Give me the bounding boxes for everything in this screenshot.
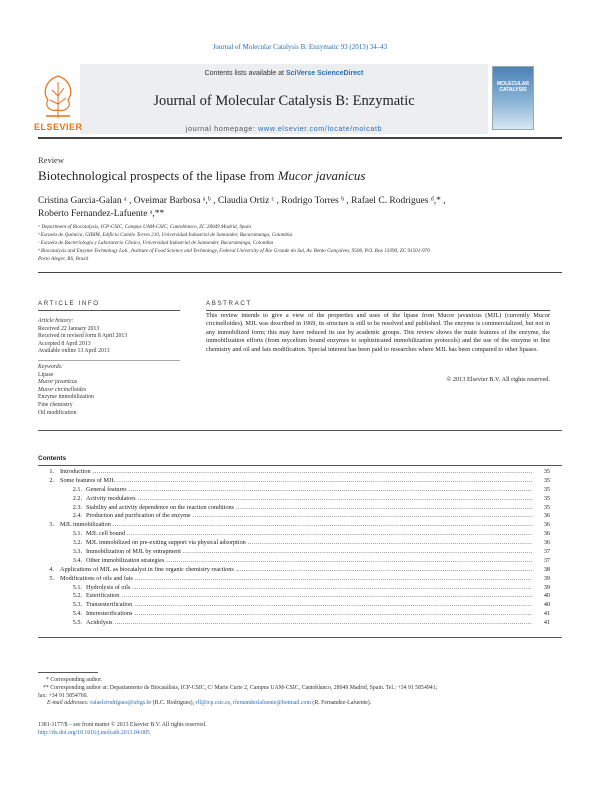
toc-row[interactable] bbox=[38, 619, 550, 628]
toc-page: 36 bbox=[536, 521, 550, 530]
toc-number: 1. bbox=[49, 468, 54, 475]
toc-number: 2.3. bbox=[72, 503, 82, 511]
email-link-rfl[interactable]: rfl@icp.csic.es bbox=[195, 700, 231, 707]
toc-number: 2. bbox=[49, 476, 54, 484]
title-species: Mucor javanicus bbox=[277, 168, 366, 183]
email-label: E-mail addresses: bbox=[47, 700, 89, 707]
contents-prefix: Contents lists available at bbox=[204, 70, 286, 77]
contents-available bbox=[80, 70, 488, 77]
affiliation: ᵃ Department of Biocatalysis, ICP-CSIC, Campus UAM-CSIC, Cantoblanco, ZC 28049 Madrid, Spain bbox=[38, 224, 252, 230]
toc-page: 39 bbox=[536, 584, 550, 593]
keyword: Oil modification bbox=[38, 409, 77, 416]
toc-number: 4. bbox=[49, 565, 54, 573]
history-item: Received in revised form 8 April 2013 bbox=[38, 333, 128, 340]
fax: fax: +34 91 5854760. bbox=[38, 692, 88, 699]
toc-label[interactable]: Introduction ..... bbox=[60, 468, 532, 477]
cover-title: MOLECULAR CATALYSIS bbox=[497, 81, 529, 93]
toc-row[interactable] bbox=[38, 468, 550, 477]
doi-text[interactable]: http://dx.doi.org/10.1016/j.molcatb.2013.04.005 bbox=[38, 730, 150, 736]
toc-row[interactable] bbox=[38, 584, 550, 593]
email3-owner: (R. Fernandez-Lafuente). bbox=[310, 700, 372, 707]
toc-number: 3.4. bbox=[72, 556, 82, 564]
toc-row[interactable] bbox=[38, 592, 550, 601]
toc-page: 36 bbox=[536, 512, 550, 521]
homepage-link[interactable]: www.elsevier.com/locate/molcatb bbox=[258, 124, 383, 133]
contents-heading: Contents bbox=[38, 455, 67, 462]
toc-row[interactable] bbox=[38, 477, 550, 486]
toc-row[interactable] bbox=[38, 610, 550, 619]
title-main: Biotechnological prospects of the lipase from bbox=[38, 168, 278, 183]
abstract-heading: ABSTRACT bbox=[206, 300, 252, 307]
toc-page: 35 bbox=[536, 486, 550, 495]
author-list bbox=[38, 195, 562, 221]
article-history bbox=[38, 318, 180, 356]
toc-page: 41 bbox=[536, 619, 550, 628]
toc-page: 36 bbox=[536, 530, 550, 539]
toc-page: 35 bbox=[536, 477, 550, 486]
toc-number: 5. bbox=[49, 574, 54, 582]
affiliation: ᵇ Escuela de Química, GIBIM, Edificio Camilo Torres 210, Universidad Industrial de Santander, Bucaramanga, Colombia bbox=[38, 232, 293, 238]
keyword: Fine chemistry bbox=[38, 401, 73, 408]
toc-row[interactable] bbox=[38, 512, 550, 521]
corresponding-author-1: * Corresponding author. bbox=[46, 677, 103, 683]
footnotes bbox=[38, 677, 437, 708]
toc-label[interactable]: Activity modulators ..... bbox=[86, 495, 532, 504]
history-item: Accepted 8 April 2013 bbox=[38, 340, 91, 347]
toc-number: 2.4. bbox=[72, 512, 82, 520]
toc-page: 40 bbox=[536, 601, 550, 610]
toc-page: 35 bbox=[536, 495, 550, 504]
email-link-rodrigues[interactable]: rafaelcrodrigues@ufrgs.br bbox=[90, 700, 152, 707]
info-rule bbox=[38, 310, 180, 311]
toc-page: 39 bbox=[536, 575, 550, 584]
keyword: Mucor javanicus bbox=[38, 379, 78, 386]
contents-rule bbox=[38, 465, 562, 466]
toc-row[interactable] bbox=[38, 530, 550, 539]
table-of-contents bbox=[38, 468, 550, 628]
publisher-name: ELSEVIER bbox=[34, 122, 83, 132]
keywords bbox=[38, 364, 180, 417]
toc-row[interactable] bbox=[38, 504, 550, 513]
toc-number: 3.3. bbox=[72, 548, 82, 556]
journal-citation[interactable]: Journal of Molecular Catalysis B: Enzymatic 93 (2013) 34–43 bbox=[212, 43, 388, 51]
toc-number: 5.2. bbox=[72, 592, 82, 600]
header-divider bbox=[38, 137, 562, 139]
article-info-heading: ARTICLE INFO bbox=[38, 300, 100, 307]
toc-number: 5.1. bbox=[72, 583, 82, 591]
corresponding-author-2: ** Corresponding author at: Departamento de Biocatálisis, ICP-CSIC, C/ Marie Curie 2, Campus UAM-CSIC, Cantoblanco, 28049 Madrid, Spain. Tel.: +34 91 5854941; bbox=[43, 684, 438, 691]
abstract-rule bbox=[206, 310, 550, 311]
elsevier-tree-logo bbox=[38, 70, 78, 122]
toc-page: 41 bbox=[536, 610, 550, 619]
toc-number: 2.1. bbox=[72, 485, 82, 493]
abstract-bottom-rule bbox=[38, 430, 562, 431]
journal-homepage bbox=[80, 124, 488, 133]
toc-page: 38 bbox=[536, 566, 550, 575]
toc-page: 37 bbox=[536, 548, 550, 557]
toc-number: 3.2. bbox=[72, 539, 82, 547]
toc-page: 35 bbox=[536, 468, 550, 477]
doi-link[interactable] bbox=[38, 730, 150, 738]
history-item: Available online 13 April 2013 bbox=[38, 348, 110, 355]
info-separator bbox=[38, 360, 180, 361]
history-item: Received 22 January 2013 bbox=[38, 325, 100, 332]
toc-label[interactable]: Hydrolysis of oils ..... bbox=[86, 584, 532, 593]
toc-row[interactable] bbox=[38, 521, 550, 530]
homepage-prefix: journal homepage: bbox=[185, 124, 259, 133]
keyword: Enzyme immobilization bbox=[38, 394, 94, 401]
authors-line-1[interactable]: Cristina Garcia-Galan ᵃ , Oveimar Barbosa ᵃ,ᵇ , Claudia Ortiz ᶜ , Rodrigo Torres ᵇ , Rafael C. Rodrigues ᵈ,* , bbox=[38, 196, 446, 206]
toc-label[interactable]: MJL immobilization ..... bbox=[60, 521, 532, 530]
toc-row[interactable] bbox=[38, 575, 550, 584]
toc-row[interactable] bbox=[38, 548, 550, 557]
toc-page: 40 bbox=[536, 592, 550, 601]
toc-label[interactable]: Other immobilization strategies ..... bbox=[86, 557, 532, 566]
toc-label[interactable]: Transesterification ..... bbox=[86, 601, 532, 610]
issn-line: 1381-1177/$ – see front matter © 2013 Elsevier B.V. All rights reserved. bbox=[38, 722, 207, 728]
toc-number: 5.4. bbox=[72, 610, 82, 618]
toc-label[interactable]: Interesterifications ..... bbox=[86, 610, 532, 619]
sciencedirect-link[interactable]: SciVerse ScienceDirect bbox=[285, 70, 364, 77]
affiliation: Porto Alegre, RS, Brazil bbox=[38, 256, 89, 262]
affiliation-divider bbox=[38, 272, 562, 273]
toc-row[interactable] bbox=[38, 557, 550, 566]
keywords-label: Keywords: bbox=[38, 364, 63, 370]
toc-label[interactable]: Applications of MJL as biocatalyst in fine organic chemistry reactions ..... bbox=[60, 566, 532, 575]
toc-label[interactable]: Production and purification of the enzyme ..... bbox=[86, 512, 532, 521]
history-label: Article history: bbox=[38, 318, 74, 324]
article-type: Review bbox=[38, 155, 64, 165]
affiliation: ᵈ Biocatalysis and Enzyme Technology Lab., Institute of Food Science and Technology, Federal University of Rio Grande do Sul, Av. Bento Gonçalves, 9500, P.O. Box 15090, ZC 91501-970 bbox=[38, 248, 430, 254]
contents-bottom-rule bbox=[38, 637, 562, 638]
email-separator: , bbox=[230, 700, 234, 707]
toc-label[interactable]: Immobilization of MJL by entrapment ..... bbox=[86, 548, 532, 557]
toc-number: 3.1. bbox=[72, 530, 82, 538]
toc-row[interactable] bbox=[38, 539, 550, 548]
toc-number: 3. bbox=[49, 521, 54, 529]
copyright: © 2013 Elsevier B.V. All rights reserved. bbox=[446, 376, 550, 383]
keyword: Lipase bbox=[38, 371, 54, 378]
footnote-rule bbox=[38, 672, 98, 673]
journal-title: Journal of Molecular Catalysis B: Enzymatic bbox=[153, 93, 415, 109]
toc-number: 5.3. bbox=[72, 601, 82, 609]
authors-line-2[interactable]: Roberto Fernandez-Lafuente ᵃ,** bbox=[38, 209, 165, 219]
article-title bbox=[38, 168, 365, 184]
toc-label[interactable]: Modifications of oils and fats ..... bbox=[60, 575, 532, 584]
toc-label[interactable]: Some features of MJL ..... bbox=[60, 477, 532, 486]
toc-page: 36 bbox=[536, 539, 550, 548]
toc-row[interactable] bbox=[38, 601, 550, 610]
email-addresses bbox=[38, 700, 437, 708]
toc-label[interactable]: Acidolysis ..... bbox=[86, 619, 532, 628]
keyword: Mucor circinelloides bbox=[38, 386, 87, 393]
toc-label[interactable]: Esterification ..... bbox=[86, 592, 532, 601]
abstract-text: This review intends to give a view of the properties and uses of the lipase from Mucor javanicus (MJL) (currently Mucor circinelloides). MJL was described in 1969, its structure is still to be resolved and published. The enzyme is commercialized, but not in any immobilized form; this may have reduced its use by academic groups. This review shows the main features of the enzyme, the immobilization efforts (from mycelium bound enzymes to sophisticated immobilization protocols) and the use of the enzyme in fine chemistry and oil and fats modification. Special interest has been paid to researches where MJL has been compared to other lipases. bbox=[206, 312, 550, 353]
toc-row[interactable] bbox=[38, 486, 550, 495]
toc-number: 2.2. bbox=[72, 494, 82, 502]
toc-number: 5.5. bbox=[72, 619, 82, 627]
email-link-fernandez[interactable]: rfernandezlafuente@hotmail.com bbox=[233, 700, 311, 707]
email1-owner: (R.C. Rodrigues), bbox=[151, 700, 196, 707]
toc-page: 35 bbox=[536, 504, 550, 513]
affiliation: ᶜ Escuela de Bacteriología y Laboratorio Clínico, Universidad Industrial de Santander, Bucaramanga, Colombia bbox=[38, 240, 274, 246]
toc-row[interactable] bbox=[38, 566, 550, 575]
toc-label[interactable]: Stability and activity dependence on the reaction conditions ..... bbox=[86, 504, 532, 513]
toc-label[interactable]: MJL cell bound ..... bbox=[86, 530, 532, 539]
journal-cover-image bbox=[492, 66, 534, 130]
toc-page: 37 bbox=[536, 557, 550, 566]
toc-label[interactable]: MJL immobilized on pre-exiting support via physical adsorption ..... bbox=[86, 539, 532, 548]
toc-label[interactable]: General features ..... bbox=[86, 486, 532, 495]
toc-row[interactable] bbox=[38, 495, 550, 504]
